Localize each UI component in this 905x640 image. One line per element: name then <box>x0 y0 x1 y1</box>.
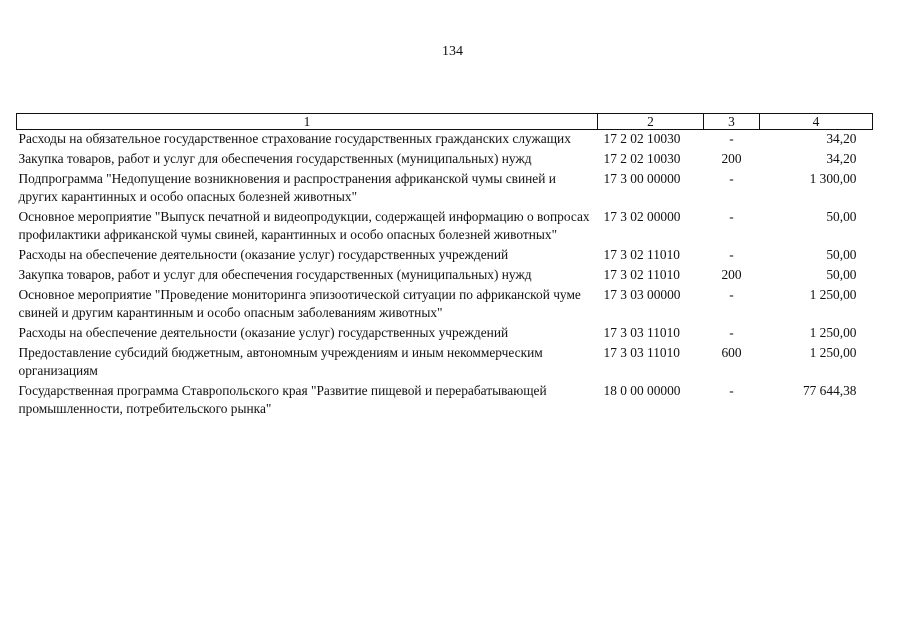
row-amount: 34,20 <box>826 131 857 146</box>
row-type: - <box>729 383 734 398</box>
row-type: - <box>729 171 734 186</box>
row-amount: 1 250,00 <box>809 325 857 340</box>
row-type: - <box>729 287 734 302</box>
row-code: 17 3 03 11010 <box>603 345 680 360</box>
row-name: Расходы на обеспечение деятельности (оказание услуг) государственных учреждений <box>18 247 509 262</box>
header-row <box>17 114 873 130</box>
header-col-3: 3 <box>704 114 760 130</box>
row-code: 17 3 02 00000 <box>603 209 681 224</box>
row-code: 18 0 00 00000 <box>603 383 681 398</box>
table-row <box>17 266 873 286</box>
row-name: Закупка товаров, работ и услуг для обеспечения государственных (муниципальных) нужд <box>18 267 532 282</box>
table-row <box>17 286 873 324</box>
row-type: 600 <box>721 345 742 360</box>
row-code: 17 3 00 00000 <box>603 171 681 186</box>
row-name: Расходы на обязательное государственное страхование государственных гражданских служащих <box>18 131 571 146</box>
row-type: - <box>729 325 734 340</box>
row-code: 17 3 02 11010 <box>603 267 680 282</box>
page-number: 134 <box>442 44 463 59</box>
row-code: 17 2 02 10030 <box>603 131 681 146</box>
table-row <box>17 208 873 246</box>
row-type: - <box>729 247 734 262</box>
table-row <box>17 324 873 344</box>
row-code: 17 3 03 00000 <box>603 287 681 302</box>
row-name: Расходы на обеспечение деятельности (оказание услуг) государственных учреждений <box>18 325 509 340</box>
row-name: Основное мероприятие "Выпуск печатной и видеопродукции, содержащей информацию о вопросах профилактики африканской чумы свиней, карантинных и особо опасных болезней животных" <box>18 209 590 242</box>
row-name: Предоставление субсидий бюджетным, автономным учреждениям и иным некоммерческим организациям <box>18 345 543 378</box>
row-name: Основное мероприятие "Проведение мониторинга эпизоотической ситуации по африканской чуме свиней и другим карантинным и особо опасным заболеваниям животных" <box>18 287 581 320</box>
row-type: - <box>729 209 734 224</box>
table-row <box>17 382 873 420</box>
row-type: - <box>729 131 734 146</box>
budget-table <box>16 113 873 420</box>
header-col-4: 4 <box>760 114 873 130</box>
row-amount: 34,20 <box>826 151 857 166</box>
header-col-1: 1 <box>17 114 598 130</box>
row-code: 17 3 02 11010 <box>603 247 680 262</box>
table-row <box>17 246 873 266</box>
row-amount: 50,00 <box>826 267 857 282</box>
row-amount: 77 644,38 <box>802 383 857 398</box>
table-row <box>17 150 873 170</box>
row-name: Подпрограмма "Недопущение возникновения и распространения африканской чумы свиней и других карантинных и особо опасных болезней животных" <box>18 171 556 204</box>
row-amount: 1 250,00 <box>809 287 857 302</box>
row-code: 17 2 02 10030 <box>603 151 681 166</box>
row-amount: 1 250,00 <box>809 345 857 360</box>
row-amount: 50,00 <box>826 247 857 262</box>
table-row <box>17 344 873 382</box>
row-type: 200 <box>721 267 742 282</box>
row-name: Государственная программа Ставропольского края "Развитие пищевой и перерабатывающей промышленности, потребительского рынка" <box>18 383 547 416</box>
row-amount: 50,00 <box>826 209 857 224</box>
header-col-2: 2 <box>598 114 704 130</box>
table-row <box>17 170 873 208</box>
table-row <box>17 130 873 151</box>
row-code: 17 3 03 11010 <box>603 325 680 340</box>
row-amount: 1 300,00 <box>809 171 857 186</box>
row-name: Закупка товаров, работ и услуг для обеспечения государственных (муниципальных) нужд <box>18 151 532 166</box>
row-type: 200 <box>721 151 742 166</box>
